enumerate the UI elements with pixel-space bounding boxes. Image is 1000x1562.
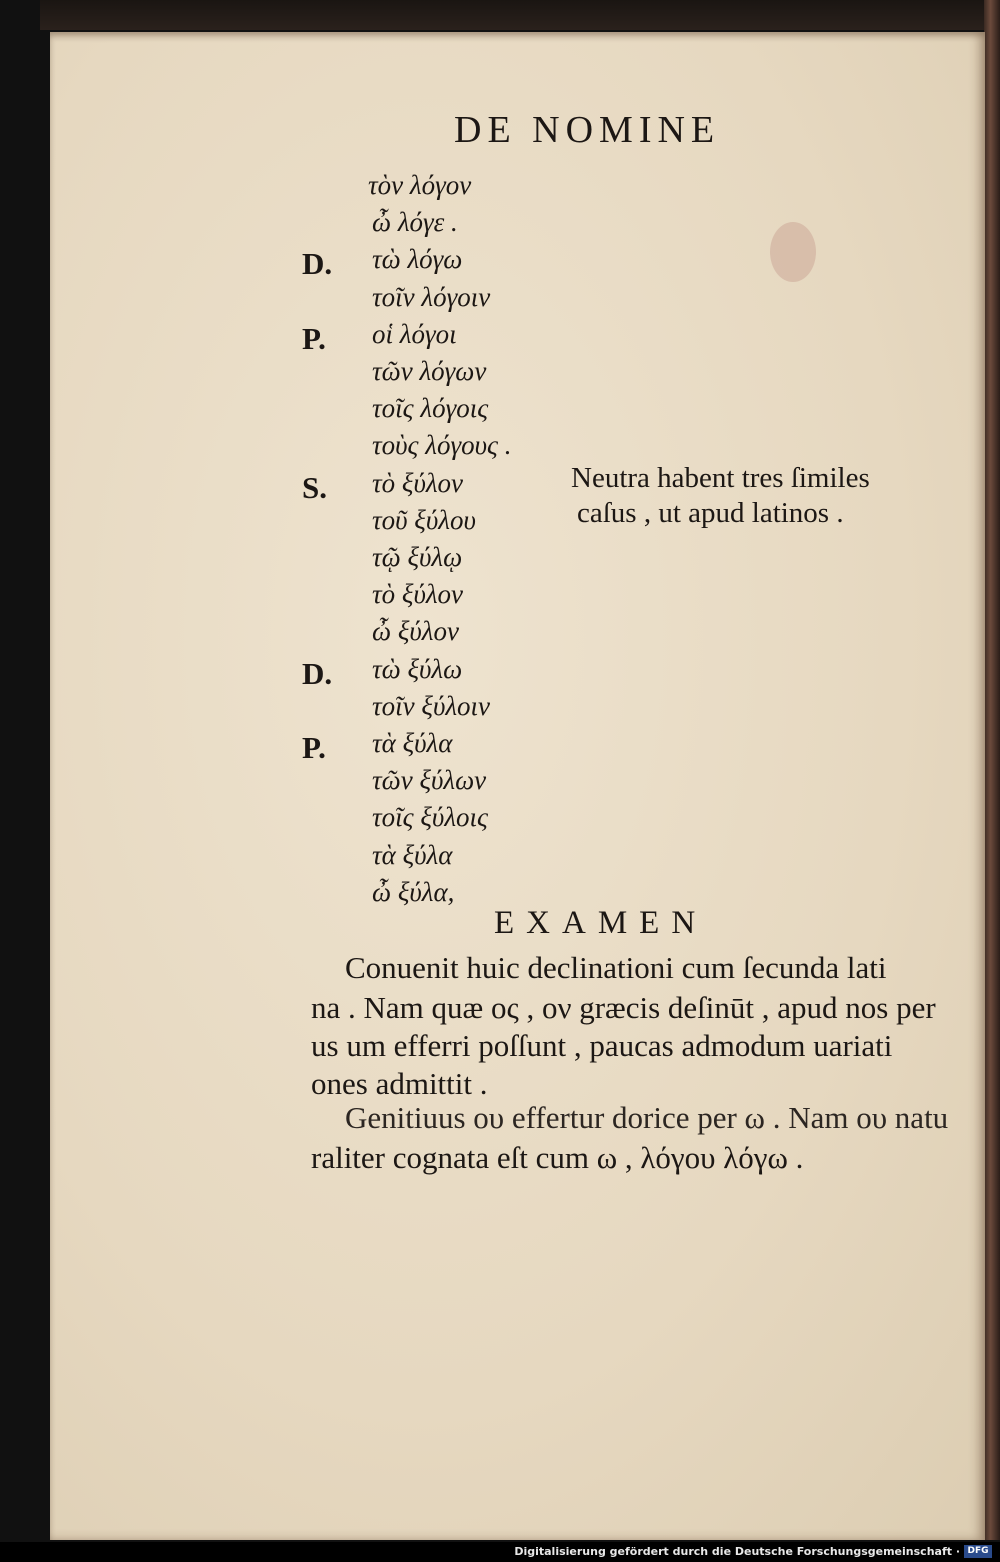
paragraph-1-line-2: na . Nam quæ ος , ον græcis deſinūt , apud nos per (311, 990, 936, 1025)
page-header: DE NOMINE (454, 109, 721, 151)
case-letter: D. (302, 656, 333, 691)
side-note-line-2: caſus , ut apud latinos . (577, 497, 844, 529)
paragraph-1-line-3: us um efferri poſſunt , paucas admodum uariati (311, 1028, 893, 1063)
greek-form: ὦ λόγε . (372, 207, 458, 237)
stain-spot (770, 222, 816, 282)
greek-form: τοὺς λόγους . (372, 430, 512, 460)
greek-form: τὼ ξύλω (372, 654, 463, 684)
greek-form: τῶν λόγων (372, 356, 487, 386)
paragraph-1-line-1: Conuenit huic declinationi cum ſecunda lati (345, 950, 887, 985)
footer-credit: Digitalisierung gefördert durch die Deutsche Forschungsgemeinschaft · (514, 1545, 960, 1558)
greek-form: ὦ ξύλα, (372, 877, 455, 907)
greek-form: τοῖν λόγοιν (372, 282, 491, 312)
greek-form: τὸν λόγον (368, 170, 472, 200)
greek-form: τοῖς λόγοις (372, 393, 489, 423)
case-letter: S. (302, 470, 327, 505)
greek-form: τῶν ξύλων (372, 765, 487, 795)
greek-form: τῷ ξύλῳ (372, 542, 463, 572)
book-top-edge (40, 0, 1000, 30)
book-page (50, 32, 985, 1540)
case-letter: P. (302, 321, 326, 356)
greek-form: τὸ ξύλον (372, 468, 464, 498)
side-note-line-1: Neutra habent tres ſimiles (571, 462, 870, 494)
greek-form: τὰ ξύλα (372, 728, 453, 758)
paragraph-1-line-4: ones admittit . (311, 1066, 488, 1101)
examen-heading: EXAMEN (494, 905, 708, 941)
greek-form: τοῖς ξύλοις (372, 802, 488, 832)
book-right-edge (984, 0, 1000, 1540)
paragraph-2-line-2: raliter cognata eſt cum ω , λόγου λόγω . (311, 1140, 804, 1175)
case-letter: D. (302, 246, 333, 281)
greek-form: ὦ ξύλον (372, 616, 459, 646)
greek-form: τοῦ ξύλου (372, 505, 476, 535)
greek-form: τὰ ξύλα (372, 840, 453, 870)
greek-form: οἱ λόγοι (372, 319, 457, 349)
dfg-logo-badge: DFG (964, 1545, 992, 1558)
greek-form: τὼ λόγω (372, 244, 463, 274)
paragraph-2-line-1: Genitiuus ου effertur dorice per ω . Nam ου natu (345, 1100, 949, 1135)
case-letter: P. (302, 730, 326, 765)
greek-form: τοῖν ξύλοιν (372, 691, 491, 721)
greek-form: τὸ ξύλον (372, 579, 464, 609)
